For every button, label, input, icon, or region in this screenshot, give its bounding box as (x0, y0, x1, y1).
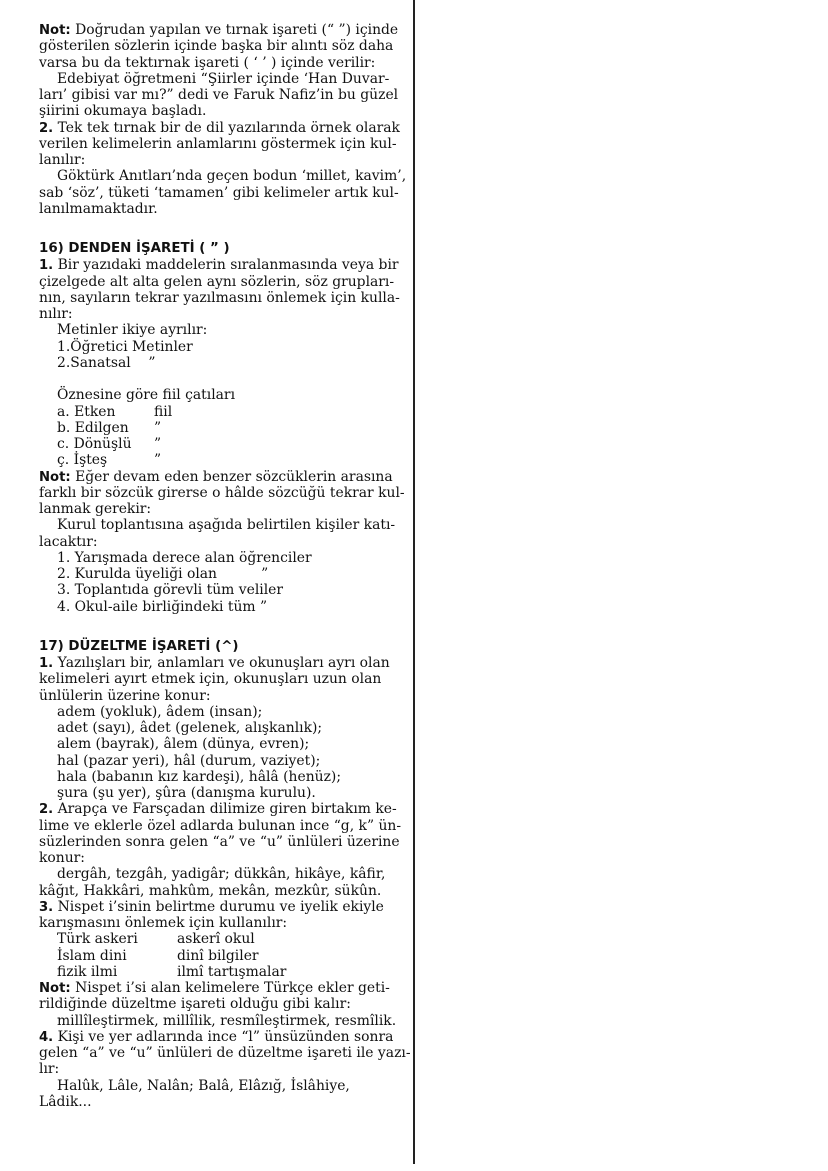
s17-note: Not: Nispet i’si alan kelimelere Türkçe ekler geti- (39, 980, 390, 996)
s17-item-2-example: kâğıt, Hakkâri, mahkûm, mekân, mezkûr, sükûn. (39, 882, 382, 899)
intro-item-2-line: verilen kelimelerin anlamlarını göstermek için kul- (39, 135, 397, 152)
s16-list-item: 4. Okul-aile birliğindeki tüm ” (57, 598, 268, 615)
s16-note-line: farklı bir sözcük girerse o hâlde sözcüğü tekrar kul- (39, 484, 405, 501)
intro-note-line: varsa bu da tektırnak işareti ( ‘ ’ ) içinde verilir: (39, 54, 376, 71)
s16-list-item: 3. Toplantıda görevli tüm veliler (57, 582, 284, 599)
s17-item-4-example: Halûk, Lâle, Nalân; Balâ, Elâzığ, İslâhiye, (57, 1077, 350, 1094)
s16-item-1: 1. Bir yazıdaki maddelerin sıralanmasında veya bir (39, 257, 399, 274)
intro-item-2: 2. Tek tek tırnak bir de dil yazılarında örnek olarak (39, 119, 400, 136)
s16-list-item: 1. Yarışmada derece alan öğrenciler (57, 549, 312, 566)
s16-example-line: 1.Öğretici Metinler (57, 338, 193, 355)
s17-item-1-line: kelimeleri ayırt etmek için, okunuşları uzun olan (39, 671, 382, 688)
s17-item-3-line: karışmasını önlemek için kullanılır: (39, 915, 288, 931)
s16-example-title: Öznesine göre fiil çatıları (57, 387, 236, 404)
s16-example-line: 2.Sanatsal ” (57, 354, 156, 371)
s17-item-1: 1. Yazılışları bir, anlamları ve okunuşları ayrı olan (39, 655, 390, 671)
s17-example-line: hal (pazar yeri), hâl (durum, vaziyet); (57, 752, 321, 769)
item-number: 1. (39, 258, 54, 274)
s17-note-example: millîleştirmek, millîlik, resmîleştirmek, resmîlik. (57, 1012, 397, 1029)
s17-example-line: şura (şu yer), şûra (danışma kurulu). (57, 785, 316, 801)
item-number: 4. (39, 1029, 54, 1045)
item-number: 1. (39, 656, 54, 671)
text-column (39, 22, 411, 1110)
intro-item-2-line: lanılır: (39, 152, 86, 168)
s17-note-line: rildiğinde düzeltme işareti olduğu gibi kalır: (39, 996, 351, 1013)
s17-example-row: fizik ilmi ilmî tartışmalar (57, 963, 287, 980)
s16-note-example: Kurul toplantısına aşağıda belirtilen kişiler katı- (57, 517, 396, 534)
item-number: 2. (39, 120, 54, 136)
s16-item-1-line: çizelgede alt alta gelen aynı sözlerin, söz grupları- (39, 273, 395, 290)
s17-item-4-line: gelen “a” ve “u” ünlüleri de düzeltme işareti ile yazı- (39, 1045, 411, 1061)
s16-list-item: 2. Kurulda üyeliği olan ” (57, 566, 269, 582)
intro-note-line: gösterilen sözlerin içinde başka bir alıntı söz daha (39, 38, 394, 55)
s17-item-4-line: lır: (39, 1061, 60, 1078)
s16-item-1-line: nılır: (39, 306, 73, 322)
s16-example-row: ç. İşteş ” (57, 452, 162, 469)
section-16-heading: 16) DENDEN İŞARETİ ( ” ) (39, 241, 230, 256)
s16-example-line: Metinler ikiye ayrılır: (57, 322, 208, 339)
s17-example-line: adem (yokluk), âdem (insan); (57, 703, 263, 720)
intro-example-line: ları’ gibisi var mı?” dedi ve Faruk Nafiz’in bu güzel (39, 87, 399, 103)
s16-example-row: a. Etken fiil (57, 403, 173, 420)
s16-note: Not: Eğer devam eden benzer sözcüklerin arasına (39, 468, 393, 485)
s17-item-4-example: Lâdik... (39, 1093, 92, 1110)
section-17-heading: 17) DÜZELTME İŞARETİ (^) (39, 638, 239, 654)
s17-item-2-line: süzlerinden sonra gelen “a” ve “u” ünlüleri üzerine (39, 833, 400, 850)
item-number: 2. (39, 802, 54, 818)
s17-example-row: Türk askeri askerî okul (57, 931, 255, 948)
note-label: Not: (39, 23, 71, 38)
s17-example-line: hala (babanın kız kardeşi), hâlâ (henüz); (57, 768, 342, 785)
column-divider (413, 0, 415, 1164)
s16-example-row: b. Edilgen ” (57, 419, 162, 436)
note-label: Not: (39, 981, 71, 996)
intro-example-line: şiirini okumaya başladı. (39, 103, 207, 120)
s16-note-example: lacaktır: (39, 533, 98, 550)
s17-item-2: 2. Arapça ve Farsçadan dilimize giren birtakım ke- (39, 801, 397, 818)
s17-item-1-line: ünlülerin üzerine konur: (39, 687, 211, 704)
s17-item-2-example: dergâh, tezgâh, yadigâr; dükkân, hikâye, kâfir, (57, 866, 386, 883)
item-number: 3. (39, 899, 54, 915)
intro-item-2-example: sab ‘söz’, tüketi ‘tamamen’ gibi kelimeler artık kul- (39, 184, 399, 201)
intro-example-line: Edebiyat öğretmeni “Şiirler içinde ‘Han Duvar- (57, 70, 390, 87)
s17-example-line: alem (bayrak), âlem (dünya, evren); (57, 736, 310, 753)
s17-item-2-line: lime ve eklerle özel adlarda bulunan ince “g, k” ün- (39, 817, 402, 834)
s17-item-4: 4. Kişi ve yer adlarında ince “l” ünsüzünden sonra (39, 1028, 394, 1045)
s17-item-2-line: konur: (39, 850, 85, 866)
intro-item-2-example: lanılmamaktadır. (39, 200, 158, 217)
note-label: Not: (39, 469, 71, 485)
intro-item-2-example: Göktürk Anıtları’nda geçen bodun ‘millet, kavim’, (57, 168, 407, 185)
intro-note-line: Not: Doğrudan yapılan ve tırnak işareti (“ ”) içinde (39, 22, 399, 38)
s17-item-3: 3. Nispet i’sinin belirtme durumu ve iyelik ekiyle (39, 898, 384, 915)
s17-example-row: İslam dini dinî bilgiler (57, 947, 259, 964)
s17-example-line: adet (sayı), âdet (gelenek, alışkanlık); (57, 720, 323, 736)
s16-note-line: lanmak gerekir: (39, 501, 152, 517)
s16-example-row: c. Dönüşlü ” (57, 436, 162, 452)
s16-item-1-line: nın, sayıların tekrar yazılmasını önlemek için kulla- (39, 289, 400, 306)
